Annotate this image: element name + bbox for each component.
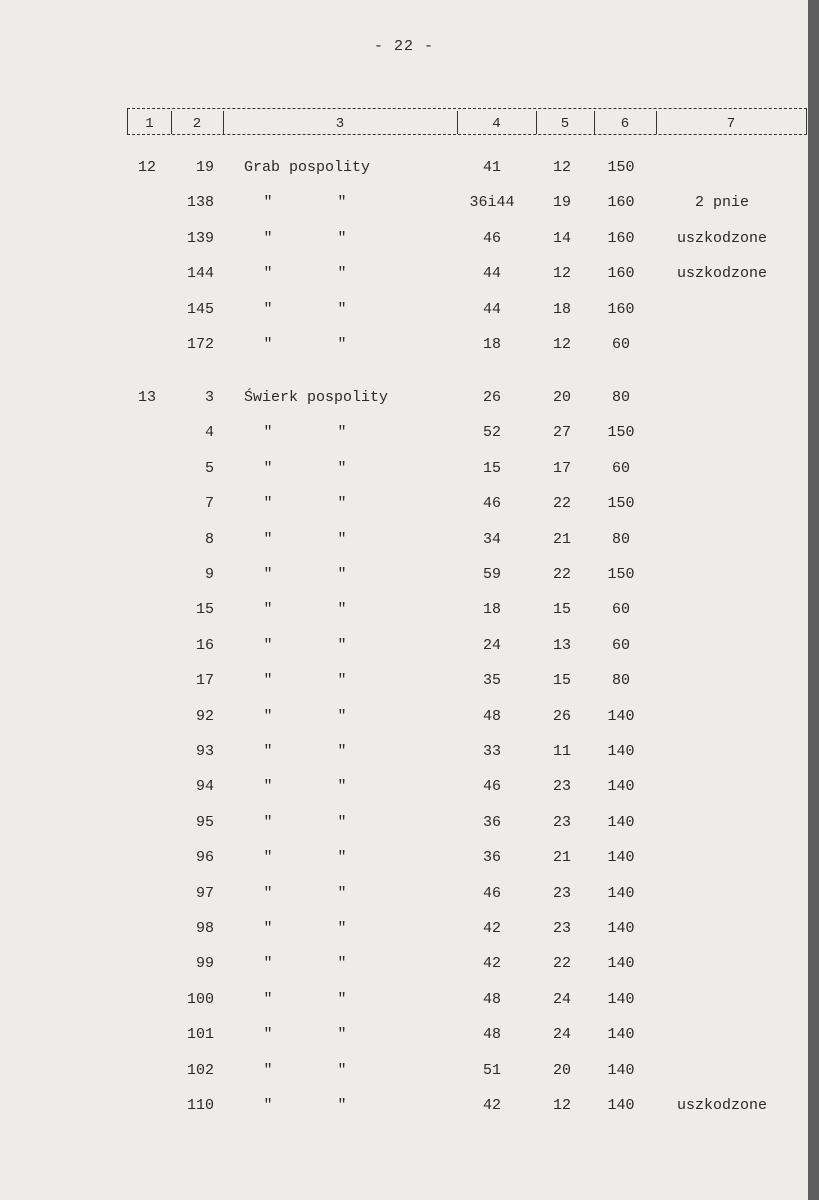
table-row xyxy=(0,743,808,763)
table-row xyxy=(0,955,808,975)
ditto-mark: " xyxy=(263,1061,273,1079)
value-col-6: 80 xyxy=(611,530,630,548)
tree-number: 98 xyxy=(195,920,214,937)
value-col-6: 140 xyxy=(607,955,635,973)
ditto-mark: " xyxy=(263,743,273,760)
ditto-mark: " xyxy=(337,990,347,1008)
ditto-mark: " xyxy=(337,336,347,353)
group-number: 12 xyxy=(137,159,156,176)
ditto-mark: " xyxy=(337,495,347,513)
value-col-4: 15 xyxy=(482,459,501,477)
scan-edge xyxy=(808,0,819,1200)
header-col-2: 2 xyxy=(192,116,202,132)
value-col-5: 15 xyxy=(552,601,571,619)
ditto-mark: " xyxy=(337,778,347,796)
table-row xyxy=(0,566,808,586)
ditto-mark: " xyxy=(263,566,273,583)
value-col-5: 22 xyxy=(552,495,571,513)
value-col-4: 59 xyxy=(482,566,501,583)
table-row xyxy=(0,301,808,321)
tree-number: 139 xyxy=(186,229,214,247)
value-col-6: 140 xyxy=(607,813,635,831)
tree-number: 17 xyxy=(195,672,214,690)
ditto-mark: " xyxy=(263,636,273,654)
value-col-5: 23 xyxy=(552,884,571,902)
value-col-5: 19 xyxy=(552,194,571,212)
value-col-6: 140 xyxy=(607,743,635,760)
ditto-mark: " xyxy=(263,1026,273,1044)
tree-number: 138 xyxy=(186,194,214,212)
value-col-5: 21 xyxy=(552,849,571,867)
tree-number: 19 xyxy=(195,159,214,176)
table-row xyxy=(0,424,808,444)
ditto-mark: " xyxy=(263,459,273,477)
ditto-mark: " xyxy=(337,743,347,760)
table-row xyxy=(0,265,808,285)
ditto-mark: " xyxy=(337,955,347,973)
value-col-6: 80 xyxy=(611,672,630,690)
table-row xyxy=(0,230,808,250)
ditto-mark: " xyxy=(337,813,347,831)
ditto-mark: " xyxy=(263,849,273,867)
value-col-6: 60 xyxy=(611,336,630,353)
tree-number: 96 xyxy=(195,849,214,867)
value-col-6: 150 xyxy=(607,566,635,583)
value-col-4: 46 xyxy=(482,778,501,796)
value-col-5: 12 xyxy=(552,159,571,176)
ditto-mark: " xyxy=(263,530,273,548)
value-col-4: 24 xyxy=(482,636,501,654)
ditto-mark: " xyxy=(337,601,347,619)
value-col-6: 150 xyxy=(607,495,635,513)
ditto-mark: " xyxy=(337,1026,347,1044)
tree-number: 97 xyxy=(195,884,214,902)
value-col-4: 44 xyxy=(482,265,501,283)
value-col-4: 36 xyxy=(482,849,501,867)
value-col-4: 52 xyxy=(482,424,501,442)
tree-number: 93 xyxy=(195,743,214,760)
table-row xyxy=(0,336,808,356)
header-col-6: 6 xyxy=(620,116,630,132)
value-col-5: 23 xyxy=(552,813,571,831)
value-col-5: 13 xyxy=(552,636,571,654)
value-col-4: 48 xyxy=(482,1026,501,1044)
value-col-6: 60 xyxy=(611,459,630,477)
table-row xyxy=(0,778,808,798)
ditto-mark: " xyxy=(263,813,273,831)
value-col-4: 33 xyxy=(482,743,501,760)
table-row xyxy=(0,1097,808,1117)
ditto-mark: " xyxy=(263,601,273,619)
value-col-6: 160 xyxy=(607,265,635,283)
tree-number: 3 xyxy=(204,389,214,406)
table-row xyxy=(0,601,808,621)
value-col-6: 140 xyxy=(607,990,635,1008)
value-col-6: 140 xyxy=(607,707,635,725)
tree-number: 92 xyxy=(195,707,214,725)
ditto-mark: " xyxy=(337,194,347,212)
value-col-5: 20 xyxy=(552,389,571,406)
value-col-4: 51 xyxy=(482,1061,501,1079)
value-col-4: 42 xyxy=(482,955,501,973)
ditto-mark: " xyxy=(263,778,273,796)
value-col-6: 150 xyxy=(607,159,635,176)
table-row xyxy=(0,672,808,692)
value-col-4: 35 xyxy=(482,672,501,690)
table-row xyxy=(0,637,808,657)
value-col-4: 42 xyxy=(482,920,501,937)
tree-number: 5 xyxy=(204,459,214,477)
table-row xyxy=(0,460,808,480)
ditto-mark: " xyxy=(263,265,273,283)
table-row xyxy=(0,194,808,214)
tree-number: 102 xyxy=(186,1061,214,1079)
ditto-mark: " xyxy=(337,1097,347,1114)
table-header xyxy=(127,108,807,135)
ditto-mark: " xyxy=(263,884,273,902)
remark: uszkodzone xyxy=(676,1097,767,1114)
group-number: 13 xyxy=(137,389,156,406)
value-col-6: 140 xyxy=(607,778,635,796)
value-col-5: 12 xyxy=(552,336,571,353)
header-col-7: 7 xyxy=(726,116,736,132)
remark: uszkodzone xyxy=(676,229,767,247)
value-col-6: 80 xyxy=(611,389,630,406)
value-col-5: 22 xyxy=(552,955,571,973)
tree-number: 8 xyxy=(204,530,214,548)
value-col-6: 160 xyxy=(607,300,635,318)
table-row xyxy=(0,159,808,179)
value-col-4: 34 xyxy=(482,530,501,548)
header-col-1: 1 xyxy=(145,116,154,132)
ditto-mark: " xyxy=(337,566,347,583)
value-col-4: 46 xyxy=(482,229,501,247)
table-row xyxy=(0,531,808,551)
value-col-6: 160 xyxy=(607,229,635,247)
remark: uszkodzone xyxy=(676,265,767,283)
header-col-4: 4 xyxy=(492,116,501,132)
page-number: - 22 - xyxy=(373,38,434,55)
value-col-5: 26 xyxy=(552,707,571,725)
table-row xyxy=(0,849,808,869)
ditto-mark: " xyxy=(337,849,347,867)
tree-number: 172 xyxy=(186,336,214,353)
ditto-mark: " xyxy=(263,229,273,247)
ditto-mark: " xyxy=(337,424,347,442)
value-col-6: 160 xyxy=(607,194,635,212)
ditto-mark: " xyxy=(263,955,273,973)
table-row xyxy=(0,1026,808,1046)
value-col-6: 140 xyxy=(607,884,635,902)
ditto-mark: " xyxy=(337,672,347,690)
value-col-6: 150 xyxy=(607,424,635,442)
tree-number: 110 xyxy=(186,1097,214,1114)
table-row xyxy=(0,1062,808,1082)
ditto-mark: " xyxy=(337,636,347,654)
tree-number: 99 xyxy=(195,955,214,973)
tree-number: 145 xyxy=(186,300,214,318)
value-col-4: 18 xyxy=(482,336,501,353)
value-col-6: 140 xyxy=(607,920,635,937)
ditto-mark: " xyxy=(337,300,347,318)
value-col-5: 15 xyxy=(552,672,571,690)
header-col-3: 3 xyxy=(335,116,345,132)
table-row xyxy=(0,389,808,409)
tree-number: 7 xyxy=(204,495,214,513)
table-row xyxy=(0,991,808,1011)
tree-number: 100 xyxy=(186,990,214,1008)
value-col-4: 46 xyxy=(482,495,501,513)
tree-number: 94 xyxy=(195,778,214,796)
table-row xyxy=(0,814,808,834)
value-col-5: 24 xyxy=(552,990,571,1008)
remark: 2 pnie xyxy=(694,194,749,212)
table-row xyxy=(0,495,808,515)
value-col-5: 21 xyxy=(552,530,571,548)
value-col-5: 24 xyxy=(552,1026,571,1044)
ditto-mark: " xyxy=(337,707,347,725)
value-col-5: 23 xyxy=(552,920,571,937)
species-name: Świerk pospolity xyxy=(244,389,389,406)
value-col-4: 44 xyxy=(482,300,501,318)
tree-number: 9 xyxy=(204,566,214,583)
value-col-4: 48 xyxy=(482,990,501,1008)
value-col-5: 14 xyxy=(552,229,571,247)
ditto-mark: " xyxy=(263,672,273,690)
species-name: Grab pospolity xyxy=(244,159,371,176)
tree-number: 95 xyxy=(195,813,214,831)
tree-number: 4 xyxy=(204,424,214,442)
value-col-6: 60 xyxy=(611,636,630,654)
value-col-4: 18 xyxy=(482,601,501,619)
value-col-4: 26 xyxy=(482,389,501,406)
ditto-mark: " xyxy=(263,495,273,513)
table-row xyxy=(0,708,808,728)
tree-number: 16 xyxy=(195,636,214,654)
value-col-4: 41 xyxy=(482,159,501,176)
ditto-mark: " xyxy=(263,336,273,353)
ditto-mark: " xyxy=(263,300,273,318)
value-col-6: 140 xyxy=(607,1061,635,1079)
tree-number: 101 xyxy=(186,1026,214,1044)
header-col-5: 5 xyxy=(560,116,570,132)
ditto-mark: " xyxy=(337,884,347,902)
ditto-mark: " xyxy=(337,265,347,283)
value-col-6: 60 xyxy=(611,601,630,619)
ditto-mark: " xyxy=(263,990,273,1008)
ditto-mark: " xyxy=(263,424,273,442)
value-col-4: 46 xyxy=(482,884,501,902)
value-col-5: 18 xyxy=(552,300,571,318)
table-row xyxy=(0,885,808,905)
value-col-5: 17 xyxy=(552,459,571,477)
value-col-5: 12 xyxy=(552,265,571,283)
ditto-mark: " xyxy=(337,530,347,548)
value-col-5: 27 xyxy=(552,424,571,442)
ditto-mark: " xyxy=(263,920,273,937)
ditto-mark: " xyxy=(263,194,273,212)
value-col-5: 22 xyxy=(552,566,571,583)
value-col-4: 42 xyxy=(482,1097,501,1114)
tree-number: 15 xyxy=(195,601,214,619)
value-col-5: 12 xyxy=(552,1097,571,1114)
value-col-6: 140 xyxy=(607,1026,635,1044)
ditto-mark: " xyxy=(337,1061,347,1079)
value-col-4: 36i44 xyxy=(469,194,515,212)
value-col-6: 140 xyxy=(607,1097,635,1114)
ditto-mark: " xyxy=(263,707,273,725)
ditto-mark: " xyxy=(263,1097,273,1114)
value-col-5: 20 xyxy=(552,1061,571,1079)
value-col-5: 11 xyxy=(552,743,571,760)
tree-number: 144 xyxy=(186,265,214,283)
ditto-mark: " xyxy=(337,920,347,937)
ditto-mark: " xyxy=(337,459,347,477)
value-col-4: 36 xyxy=(482,813,501,831)
value-col-6: 140 xyxy=(607,849,635,867)
value-col-4: 48 xyxy=(482,707,501,725)
ditto-mark: " xyxy=(337,229,347,247)
table-row xyxy=(0,920,808,940)
value-col-5: 23 xyxy=(552,778,571,796)
